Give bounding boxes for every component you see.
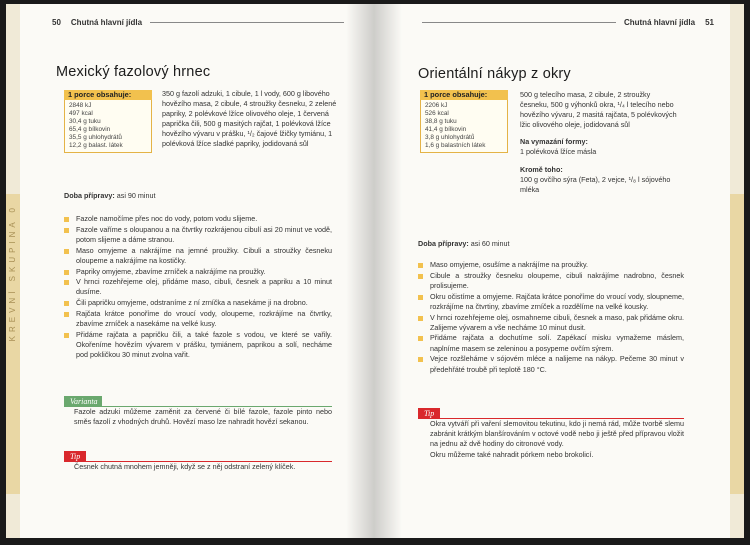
left-nutrition-values [64,100,152,153]
nutrition-value: 12,2 g balast. látek [69,142,123,149]
bullet-square-icon [64,228,69,233]
left-nutrition-header: 1 porce obsahuje: [64,90,152,100]
right-prep-value: asi 60 minut [470,239,510,248]
bullet-square-icon [64,280,69,285]
bullet-square-icon [418,263,423,268]
left-running-head-rule [150,22,344,23]
right-thumb-tab [730,194,744,494]
right-gutter-shadow [374,4,402,538]
right-tip-text-1: Okra vytváří při vaření slemovitou tekutinu, kdo ji nemá rád, může tvorbě slemu zabránit krátkým blanšírováním v octové vodě nebo ji ještě před přípravou vložit na jednu až dvě hodiny do citronové vody. [430,419,684,449]
bullet-square-icon [64,249,69,254]
list-item: Rajčata krátce ponoříme do vroucí vody, oloupeme, rozkrájíme na čtvrtky, zbavíme zrníček a nasekáme na velké kusy. [64,309,332,329]
nutrition-value: 3,8 g uhlohydrátů [425,134,475,141]
right-prep-time [418,239,510,248]
list-item: Čili papričku omyjeme, odstraníme z ní zrníčka a nasekáme ji na drobno. [64,298,332,308]
right-steps-list [418,260,684,375]
right-nutrition-values [420,100,508,153]
right-ingredients-main: 500 g telecího masa, 2 cibule, 2 stroužky česneku, 500 g výhonků okra, ¹/₄ l telecího nebo hovězího vývaru, 2 masitá rajčata, 5 polévkových lžic olivového oleje, jodidovaná sůl [520,90,677,130]
list-item: Maso omyjeme a nakrájíme na jemné proužky. Cibuli a stroužky česneku oloupeme a nakrájíme na kostičky. [64,246,332,266]
nutrition-value: 41,4 g bílkovin [425,126,467,133]
right-tip-label: Tip [418,408,440,419]
bullet-square-icon [64,217,69,222]
variant-text: Fazole adzuki můžeme zaměnit za červené či bílé fazole, fazole pinto nebo směs fazolí z vhodných druhů. Hovězí maso lze nahradit hovězí sekanou. [74,407,332,427]
right-prep-label: Doba přípravy: [418,239,469,248]
left-prep-value: asi 90 minut [116,191,156,200]
right-recipe-title: Orientální nákyp z okry [418,66,571,82]
bullet-square-icon [418,336,423,341]
list-item: V hrnci rozehřejeme olej, přidáme maso, cibuli, česnek a papriku a 10 minut dusíme. [64,277,332,297]
list-item: V hrnci rozehřejeme olej, osmahneme cibuli, česnek a maso, pak přidáme okru. Zalijeme vývarem a vše necháme 10 minut dusit. [418,313,684,333]
list-item: Přidáme rajčata a dochutíme solí. Zapékací misku vymažeme máslem, naplníme masem se zeleninou a posypeme ovčím sýrem. [418,333,684,353]
bullet-square-icon [64,270,69,275]
extra-text: 100 g ovčího sýra (Feta), 2 vejce, ¹/₈ l sójového mléka [520,174,671,194]
right-nutrition-box [420,90,508,153]
list-item: Vejce rozšleháme v sójovém mléce a nalijeme na nákyp. Pečeme 30 minut v předehřáté troubě při teplotě 180 °C. [418,354,684,374]
left-prep-label: Doba přípravy: [64,191,115,200]
right-ingredients [520,90,680,195]
list-item: Papriky omyjeme, zbavíme zrníček a nakrájíme na proužky. [64,267,332,277]
left-prep-time [64,191,156,200]
left-page [6,4,374,538]
bullet-square-icon [64,312,69,317]
nutrition-value: 526 kcal [425,110,449,117]
bullet-square-icon [418,295,423,300]
nutrition-value: 35,5 g uhlohydrátů [69,134,122,141]
bullet-square-icon [64,333,69,338]
left-nutrition-box [64,90,152,153]
list-item: Maso omyjeme, osušíme a nakrájíme na proužky. [418,260,684,270]
left-ingredients: 350 g fazolí adzuki, 1 cibule, 1 l vody, 600 g libového hovězího masa, 2 cibule, 4 stroužky česneku, 2 zelené papriky, 2 polévkové lžíce olivového oleje, 1 červená paprička čili, 500 g masitých rajčat, 1 polévková lžíce hovězího vývaru v prášku, ¹/₂ čajové lžičky tymiánu, 1 polévková lžíce sladké papriky, jodidovaná sůl [162,89,337,149]
right-tip-text-2: Okru můžeme také nahradit pórkem nebo brokolicí. [430,449,594,459]
greasing-text: 1 polévková lžíce másla [520,147,597,157]
left-running-head-title: Chutná hlavní jídla [70,18,143,27]
right-tip-text [430,419,684,460]
left-running-head [52,18,352,27]
list-item: Okru očistíme a omyjeme. Rajčata krátce ponoříme do vroucí vody, sloupneme, rozkrájíme na čtvrtiny, zbavíme zrníček a rozdělíme na velké kousky. [418,292,684,312]
right-page-number: 51 [705,18,714,27]
bullet-square-icon [418,316,423,321]
left-tip-label: Tip [64,451,86,462]
variant-label: Varianta [64,396,102,407]
right-running-head [414,18,714,27]
list-item: Fazole vaříme s oloupanou a na čtvrtky rozkrájenou cibulí asi 20 minut ve vodě, potom slijeme a dáme stranou. [64,225,332,245]
nutrition-value: 65,4 g bílkovin [69,126,111,133]
greasing-label: Na vymazání formy: [520,137,588,147]
extra-label: Kromě toho: [520,164,563,174]
nutrition-value: 2848 kJ [69,102,92,109]
right-running-head-title: Chutná hlavní jídla [623,18,696,27]
right-nutrition-header: 1 porce obsahuje: [420,90,508,100]
bullet-square-icon [418,357,423,362]
nutrition-value: 38,8 g tuku [425,118,457,125]
list-item: Přidáme rajčata a papričku čili, a také fazole s vodou, ve které se vařily. Okořeníme hovězím vývarem v prášku, tymiánem, paprikou a solí, necháme pod pokličkou 30 minut zvolna vařit. [64,330,332,361]
nutrition-value: 497 kcal [69,110,93,117]
bullet-square-icon [64,301,69,306]
nutrition-value: 2206 kJ [425,102,448,109]
right-running-head-rule [422,22,616,23]
bullet-square-icon [418,274,423,279]
left-thumb-tab-text: KREVNÍ SKUPINA 0 [8,204,17,342]
left-tip-text: Česnek chutná mnohem jemněji, když se z něj odstraní zelený klíček. [74,462,296,471]
right-page [374,4,744,538]
left-steps-list [64,214,332,361]
list-item: Cibule a stroužky česneku oloupeme, cibuli nakrájíme nadrobno, česnek prolisujeme. [418,271,684,291]
left-gutter-shadow [346,4,374,538]
nutrition-value: 1,6 g balastních látek [425,142,486,149]
left-recipe-title: Mexický fazolový hrnec [56,64,211,80]
left-page-number: 50 [52,18,61,27]
nutrition-value: 30,4 g tuku [69,118,101,125]
list-item: Fazole namočíme přes noc do vody, potom vodu slijeme. [64,214,332,224]
